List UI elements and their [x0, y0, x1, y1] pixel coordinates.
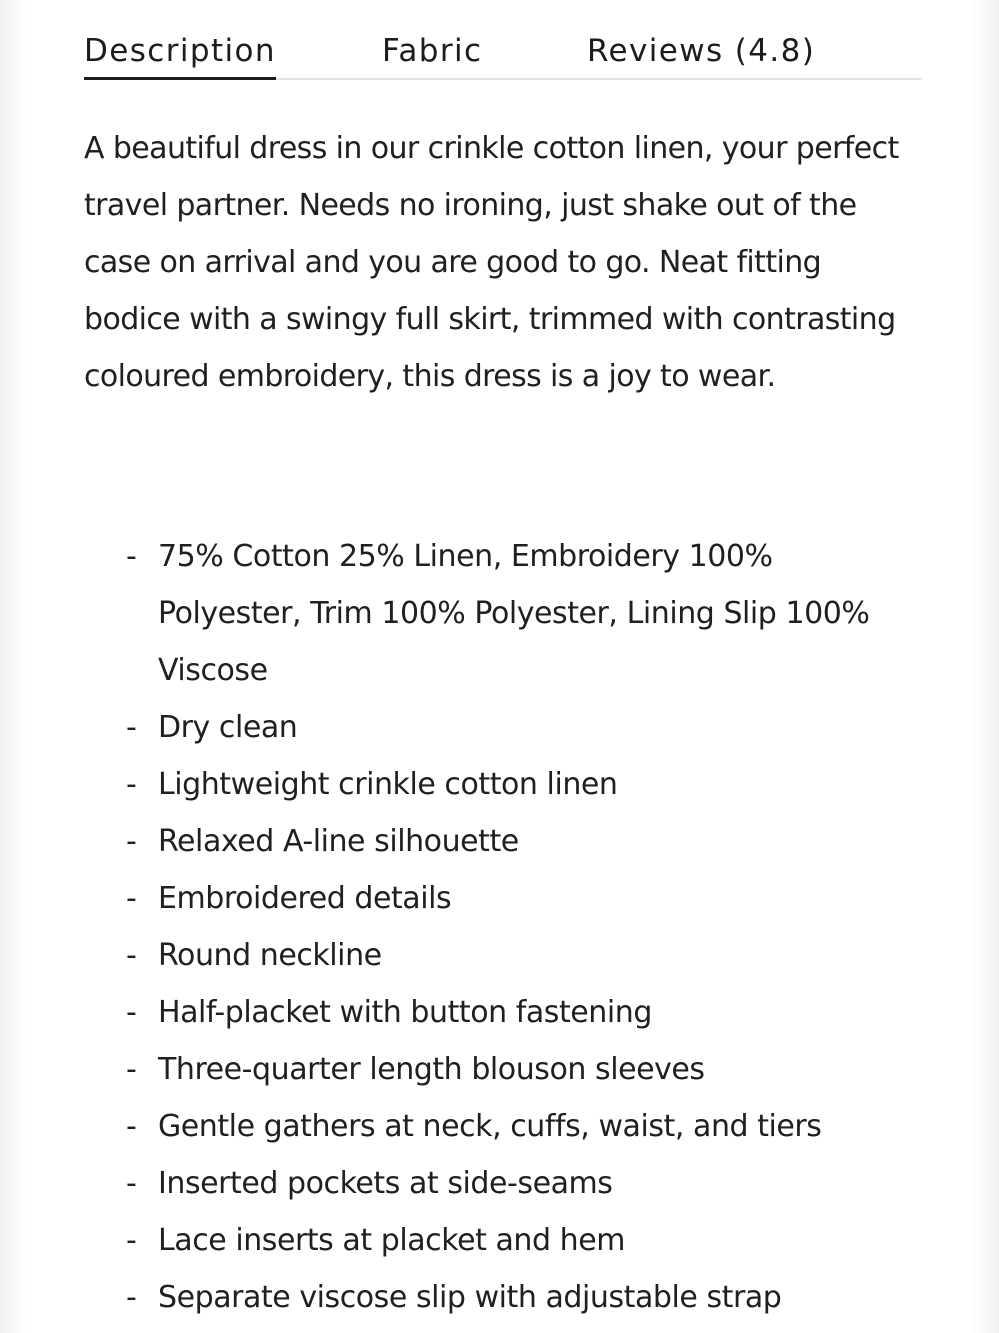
list-item	[126, 1041, 916, 1098]
list-item	[126, 528, 916, 699]
feature-text: 75% Cotton 25% Linen, Embroidery 100% Polyester, Trim 100% Polyester, Lining Slip 100% Viscose	[158, 539, 870, 688]
list-dash: -	[126, 1109, 137, 1144]
list-item	[126, 699, 916, 756]
tab-description[interactable]: Description	[84, 33, 276, 69]
list-dash: -	[126, 938, 137, 973]
feature-text: Relaxed A-line silhouette	[158, 824, 519, 859]
list-item	[126, 756, 916, 813]
list-dash: -	[126, 539, 137, 574]
feature-text: Round neckline	[158, 938, 382, 973]
tab-reviews[interactable]: Reviews (4.8)	[587, 33, 816, 69]
list-item	[126, 1155, 916, 1212]
feature-text: Three-quarter length blouson sleeves	[158, 1052, 705, 1087]
list-dash: -	[126, 1166, 137, 1201]
list-dash: -	[126, 995, 137, 1030]
page-edge-right	[971, 0, 999, 1333]
list-dash: -	[126, 1052, 137, 1087]
feature-text: Lightweight crinkle cotton linen	[158, 767, 618, 802]
product-description: A beautiful dress in our crinkle cotton linen, your perfect travel partner. Needs no ironing, just shake out of the case on arrival and you are good to go. Neat fitting bodice with a swingy full skirt, trimmed with contrasting coloured embroidery, this dress is a joy to wear.	[84, 131, 899, 394]
product-info-tabs	[84, 28, 922, 80]
feature-text: Inserted pockets at side-seams	[158, 1166, 613, 1201]
list-item	[126, 1269, 916, 1326]
list-dash: -	[126, 767, 137, 802]
list-dash: -	[126, 824, 137, 859]
feature-text: Dry clean	[158, 710, 298, 745]
feature-text: Embroidered details	[158, 881, 452, 916]
feature-text: Half-placket with button fastening	[158, 995, 652, 1030]
feature-text: Lace inserts at placket and hem	[158, 1223, 626, 1258]
list-dash: -	[126, 1223, 137, 1258]
list-item	[126, 984, 916, 1041]
list-item	[126, 1212, 916, 1269]
feature-list	[126, 528, 916, 1326]
tab-fabric[interactable]: Fabric	[382, 33, 483, 69]
page-edge-left	[0, 0, 28, 1333]
list-item	[126, 927, 916, 984]
feature-text: Separate viscose slip with adjustable strap	[158, 1280, 782, 1315]
feature-text: Gentle gathers at neck, cuffs, waist, and tiers	[158, 1109, 822, 1144]
list-item	[126, 870, 916, 927]
list-dash: -	[126, 710, 137, 745]
list-item	[126, 813, 916, 870]
list-dash: -	[126, 881, 137, 916]
list-item	[126, 1098, 916, 1155]
list-dash: -	[126, 1280, 137, 1315]
